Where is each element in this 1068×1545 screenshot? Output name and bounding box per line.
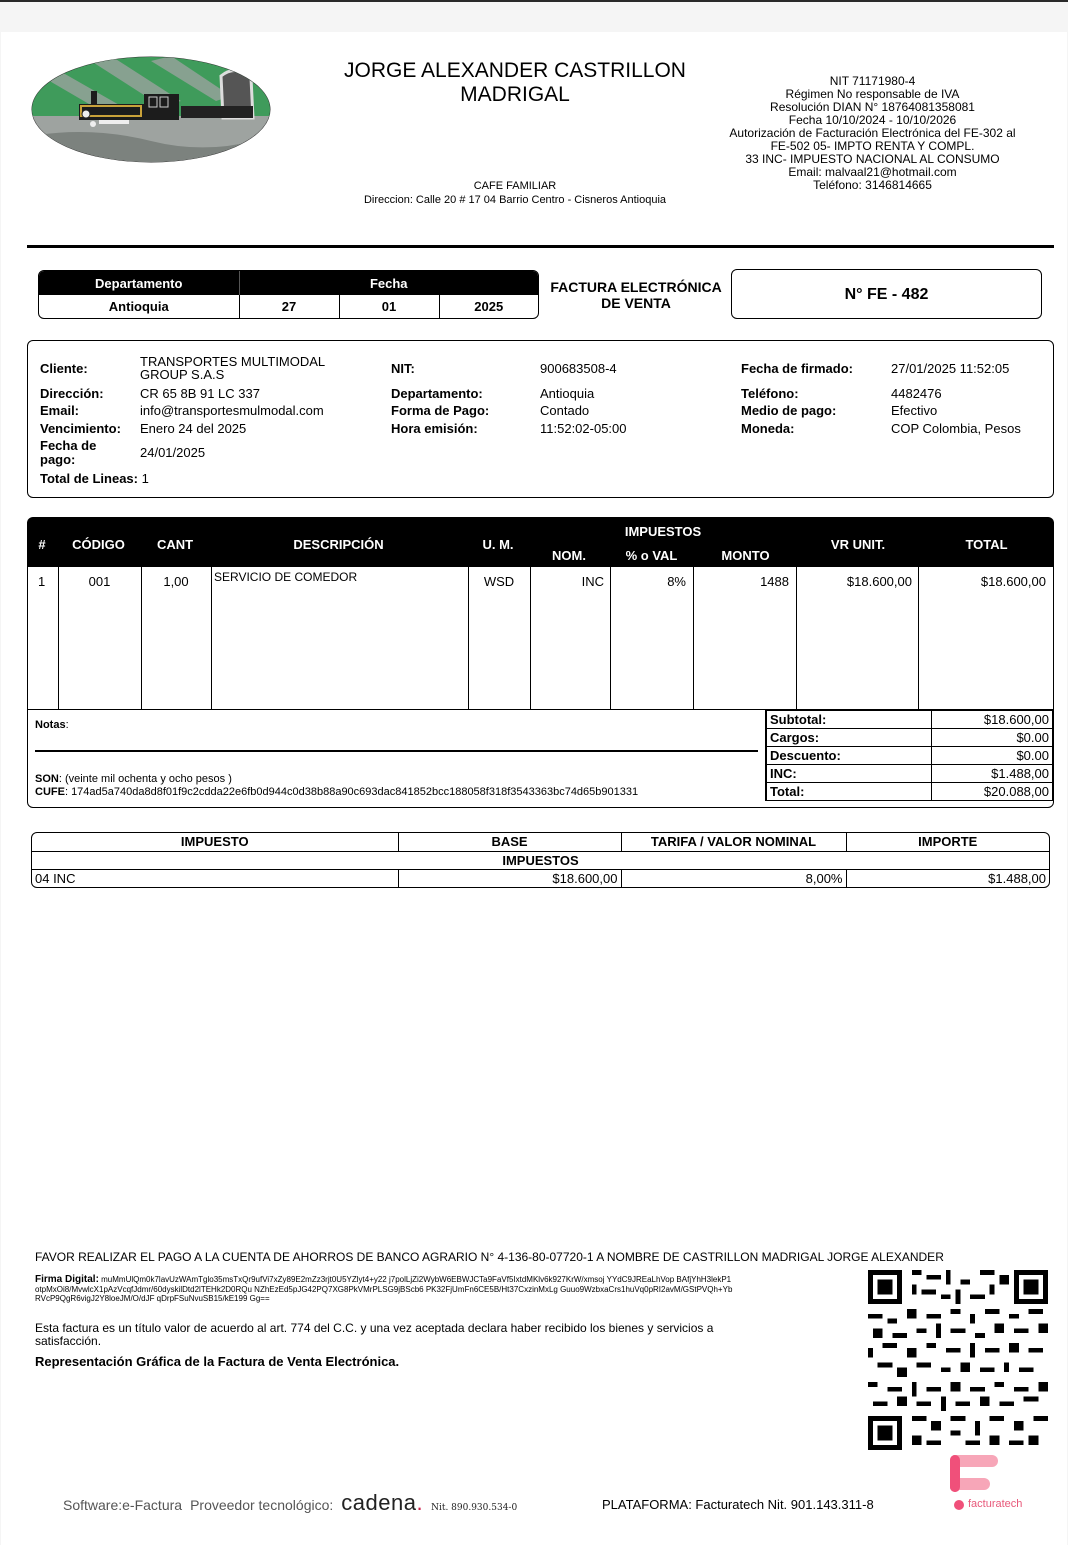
provider-nit: Nit. 890.930.534-0 (431, 1503, 518, 1513)
issuer-resolution-dates: Fecha 10/10/2024 - 10/10/2026 (788, 113, 957, 127)
currency-label: Moneda: (741, 421, 795, 436)
currency-value: COP Colombia, Pesos (891, 421, 1021, 436)
email-label: Email: (40, 403, 80, 418)
row-total: $18.600,00 (980, 574, 1046, 589)
invoice-title (540, 279, 732, 311)
col-qty: CANT (156, 537, 194, 552)
col-divider (211, 567, 212, 710)
totals-row (766, 711, 1053, 729)
totals-table (765, 710, 1053, 801)
totals-row (766, 729, 1053, 747)
cadena-logo (341, 1490, 423, 1516)
department-header: Departamento (39, 271, 239, 295)
row-num: 1 (38, 574, 46, 589)
company-logo-train-icon (31, 56, 271, 163)
row-um: WSD (483, 574, 515, 589)
client-value: TRANSPORTES MULTIMODAL GROUP S.A.S (140, 354, 325, 382)
col-tax-amount: MONTO (721, 548, 770, 563)
charges-label: Cargos: (766, 729, 931, 747)
row-tax-rate: 8% (667, 574, 686, 589)
issuer-resolution: Resolución DIAN N° 18764081358081 (770, 100, 975, 114)
table-row (32, 869, 1049, 887)
phone-label: Teléfono: (741, 386, 799, 401)
tax-row-amount: $1.488,00 (846, 869, 1049, 887)
issuer-tax-info (700, 75, 1045, 192)
items-table-header (27, 517, 1054, 567)
issuer-authorization-range: FE-502 05- IMPTO RENTA Y COMPL. (770, 139, 975, 153)
totals-row (766, 765, 1053, 783)
provider-name: cadena (341, 1490, 417, 1515)
payment-instructions: FAVOR REALIZAR EL PAGO A LA CUENTA DE AHORROS DE BANCO AGRARIO N° 4-136-80-07720-1 A NOMBRE DE CASTRILLON MADRIGAL JORGE ALEXANDER (35, 1250, 944, 1264)
payment-date-label: Fecha de pago: (40, 438, 97, 467)
digital-signature-value: muMmUlQm0k7lavUzWAmTglo35msTxQr9ufVi7xZy89E2mZz3rjt0U5YZlyt4+y22 j7polLjZi2WybW6EBWJCTa9FaVf5IxtdMKlv6k927KrW/xmsoj YYdC9JREaLhVop BAfjYhH3lekP1otpMxOi8/MvwlcX1pAzVcqfJdmr/60dyskilDtd2lTEHk2D0RQu NZhEzEd5pJG42PQ7XG8PkVMrPLSG9jBScb6 PK32FjUmFn6CE5B/Ht37CxzinMxLg Guuo9WzbxaCrs1huVq0pRI2avM/GStPVQh+YbRVcP9QgR6vigJ2Y8loeJM/O/dJF qDrpFSuNvuSB15/kE199 Gg== (35, 1275, 733, 1303)
notes-divider (35, 750, 758, 752)
notes-label: Notas: (35, 719, 69, 731)
business-name: CAFE FAMILIAR (473, 180, 557, 192)
cufe (35, 786, 638, 798)
issue-time-value: 11:52:02-05:00 (540, 421, 627, 436)
client-department-value: Antioquia (540, 386, 595, 401)
client-label: Cliente: (40, 361, 88, 376)
inc-value: $1.488,00 (931, 765, 1053, 783)
col-total: TOTAL (965, 537, 1008, 552)
tax-col-tax: IMPUESTO (32, 833, 398, 851)
address-label: Dirección: (40, 386, 104, 401)
payment-form-value: Contado (540, 403, 590, 418)
discount-label: Descuento: (766, 747, 931, 765)
col-description: DESCRIPCIÓN (293, 537, 384, 552)
header-divider (27, 245, 1054, 248)
grand-total-value: $20.088,00 (931, 783, 1053, 801)
phone-value: 4482476 (891, 386, 942, 401)
tax-group-label: IMPUESTOS (32, 851, 1049, 869)
date-year: 2025 (439, 295, 538, 318)
row-unit-price: $18.600,00 (846, 574, 912, 589)
invoice-number: N° FE - 482 (731, 269, 1042, 319)
cufe-label: CUFE (35, 786, 65, 798)
payment-method-label: Medio de pago: (741, 403, 837, 418)
payment-date-value: 24/01/2025 (140, 445, 206, 460)
totals-row (766, 783, 1053, 801)
discount-value: $0.00 (931, 747, 1053, 765)
tax-row-name: 04 INC (35, 870, 76, 886)
tax-col-amount: IMPORTE (846, 833, 1049, 851)
nit-label: NIT: (391, 361, 415, 376)
legal-notice: Esta factura es un título valor de acuerdo al art. 774 del C.C. y una vez aceptada declara haber recibido los bienes y servicios a satisfacción. (35, 1321, 714, 1348)
amount-in-words (35, 773, 232, 785)
issue-time-label: Hora emisión: (391, 421, 478, 436)
son-value: : (veinte mil ochenta y ocho pesos ) (58, 773, 232, 785)
row-tax-name: INC (581, 574, 604, 589)
col-um: U. M. (482, 537, 514, 552)
software-label (63, 1497, 182, 1513)
date-header: Fecha (239, 271, 538, 295)
cufe-value: : 174ad5a740da8d8f01f9c2cdda22e6fb0d944c0d38b88a90c693dac841852bcc188058f318f3543363bc74d65b901331 (64, 786, 639, 798)
date-month: 01 (339, 295, 439, 318)
software-name: e-Factura (122, 1497, 183, 1513)
invoice-title-line2: DE VENTA (601, 295, 671, 311)
issuer-phone: Teléfono: 3146814665 (813, 178, 932, 192)
inc-label: INC: (766, 765, 931, 783)
company-name: JORGE ALEXANDER CASTRILLON MADRIGAL (344, 59, 686, 106)
issuer-inc: 33 INC- IMPUESTO NACIONAL AL CONSUMO (745, 152, 1000, 166)
due-date-label: Vencimiento: (40, 421, 121, 436)
row-code: 001 (88, 574, 111, 589)
grand-total-label: Total: (766, 783, 931, 801)
col-tax-name: NOM. (552, 548, 586, 563)
tax-col-rate: TARIFA / VALOR NOMINAL (621, 833, 846, 851)
tax-summary-table (31, 832, 1050, 888)
software-provider-info (63, 1490, 517, 1516)
tax-row-rate: 8,00% (621, 869, 846, 887)
issuer-email: Email: malvaal21@hotmail.com (788, 165, 957, 179)
col-code: CÓDIGO (72, 537, 125, 552)
digital-signature-label: Firma Digital: (35, 1274, 99, 1285)
col-taxes: IMPUESTOS (624, 524, 702, 539)
company-business-info (330, 179, 700, 207)
total-lines-value: 1 (141, 471, 149, 486)
business-address: Direccion: Calle 20 # 17 04 Barrio Centro - Cisneros Antioquia (363, 194, 667, 206)
issuer-authorization: Autorización de Facturación Electrónica del FE-302 al (729, 126, 1016, 140)
platform-info: PLATAFORMA: Facturatech Nit. 901.143.311-8 (602, 1497, 874, 1512)
date-day: 27 (239, 295, 339, 318)
facturatech-logo-text: facturatech (968, 1498, 1023, 1510)
software-label-text: Software: (63, 1497, 123, 1513)
col-num: # (38, 537, 46, 552)
issuer-nit: NIT 71171980-4 (829, 74, 916, 88)
signed-date-label: Fecha de firmado: (741, 361, 853, 376)
charges-value: $0.00 (931, 729, 1053, 747)
col-unit-price: VR UNIT. (830, 537, 886, 552)
subtotal-label: Subtotal: (766, 711, 931, 729)
graphic-representation-note: Representación Gráfica de la Factura de Venta Electrónica. (35, 1354, 400, 1369)
subtotal-value: $18.600,00 (931, 711, 1053, 729)
invoice-title-line1: FACTURA ELECTRÓNICA (550, 279, 722, 295)
col-tax-rate: % o VAL (625, 548, 678, 563)
tax-row-base: $18.600,00 (398, 869, 621, 887)
items-table-body (27, 567, 1054, 710)
nit-value: 900683508-4 (540, 361, 617, 376)
cadena-dot-icon: . (416, 1490, 424, 1515)
notes-label-text: Notas (35, 719, 66, 731)
address-value: CR 65 8B 91 LC 337 (140, 386, 260, 401)
department-value: Antioquia (108, 299, 169, 314)
row-description: SERVICIO DE COMEDOR (214, 570, 358, 584)
qr-code-icon (867, 1270, 1049, 1450)
due-date-value: Enero 24 del 2025 (140, 421, 247, 436)
provider-label: Proveedor tecnológico: (190, 1497, 334, 1513)
payment-form-label: Forma de Pago: (391, 403, 490, 418)
digital-signature (35, 1275, 735, 1304)
totals-row (766, 747, 1053, 765)
total-lines (40, 471, 149, 486)
total-lines-label: Total de Lineas: (40, 471, 138, 486)
email-value: info@transportesmulmodal.com (140, 403, 324, 418)
son-label: SON (35, 773, 59, 785)
facturatech-dot-icon (954, 1500, 964, 1510)
tax-col-base: BASE (398, 833, 621, 851)
client-department-label: Departamento: (391, 386, 483, 401)
department-date-box (38, 270, 539, 319)
signed-date-value: 27/01/2025 11:52:05 (891, 361, 1010, 376)
payment-method-value: Efectivo (891, 403, 938, 418)
issuer-regime: Régimen No responsable de IVA (785, 87, 960, 101)
row-qty: 1,00 (163, 574, 189, 589)
row-tax-amount: 1488 (760, 574, 789, 589)
